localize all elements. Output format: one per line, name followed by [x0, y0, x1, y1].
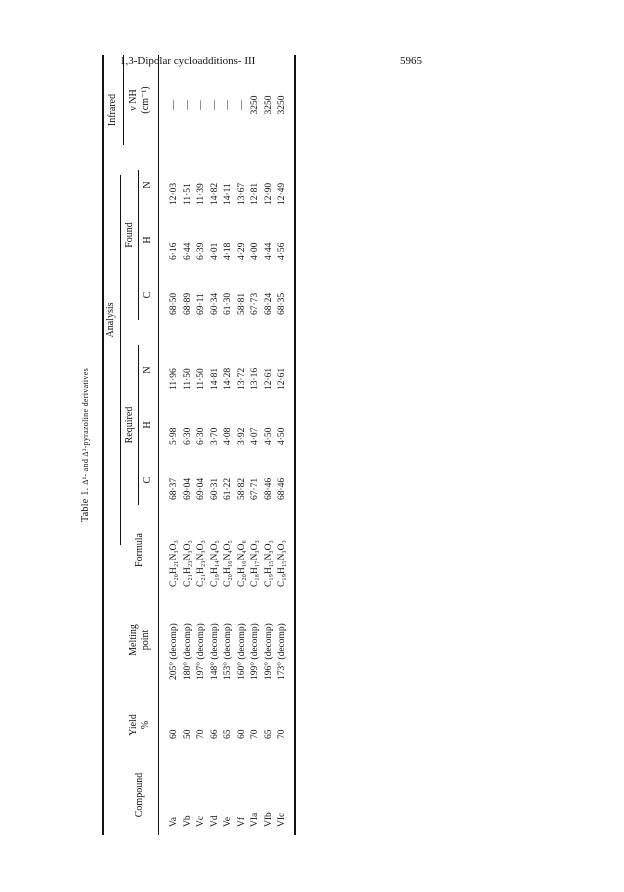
required-n-cell: 13·16 — [250, 367, 260, 390]
formula-cell: C₂₀H₁₆N₄O₅ — [223, 540, 233, 587]
melting-point-cell: 196° (decomp) — [263, 623, 274, 680]
required-rule — [138, 345, 139, 505]
table-row — [209, 55, 222, 835]
required-n-cell: 11·50 — [196, 368, 206, 390]
infrared-cell: — — [223, 100, 233, 110]
infrared-cell: — — [236, 100, 247, 110]
yield-cell: 65 — [263, 729, 274, 739]
found-c-cell: 58·81 — [236, 292, 247, 315]
compound-cell: Va — [169, 816, 179, 827]
compound-cell: Vd — [209, 815, 220, 827]
melting-point-cell: 148° (decomp) — [209, 623, 220, 680]
table-row — [195, 55, 208, 835]
required-c-cell: 61·22 — [223, 477, 233, 500]
infrared-cell: — — [196, 100, 206, 110]
compound-cell: VIa — [250, 812, 260, 827]
found-c-cell: 67·73 — [250, 292, 260, 315]
header-formula: Formula — [134, 533, 145, 567]
found-h-cell: 6·16 — [169, 242, 179, 260]
required-n-cell: 13·72 — [236, 367, 247, 390]
header-melting-point: point — [140, 629, 151, 651]
formula-cell: C₁₉H₁₅N₃O₃ — [263, 540, 274, 587]
header-nu-nh: ν NH — [128, 89, 139, 111]
formula-cell: C₂₀H₁₆N₄O₆ — [236, 540, 247, 587]
table-row — [168, 55, 181, 835]
yield-cell: 60 — [169, 729, 179, 739]
required-h-cell: 4·07 — [250, 427, 260, 445]
header-fnd-c: C — [142, 291, 153, 299]
found-c-cell: 68·89 — [182, 292, 193, 315]
header-found: Found — [124, 222, 135, 248]
found-h-cell: 6·39 — [196, 242, 206, 260]
required-c-cell: 68·46 — [263, 477, 274, 500]
header-fnd-h: H — [142, 236, 153, 244]
header-melting: Melting — [128, 624, 139, 656]
found-h-cell: 4·44 — [263, 242, 274, 260]
melting-point-cell: 153° (decomp) — [223, 623, 233, 680]
compound-cell: Vb — [182, 815, 193, 827]
table-row — [182, 55, 195, 835]
required-c-cell: 60·31 — [209, 477, 220, 500]
header-analysis: Analysis — [105, 302, 116, 338]
found-n-cell: 12·03 — [169, 182, 179, 205]
table-caption — [80, 55, 98, 835]
formula-cell: C₁₉H₁₄N₄O₅ — [209, 540, 220, 587]
running-title: 1,3-Dipolar cycloadditions- III — [120, 55, 256, 67]
found-n-cell: 11·51 — [182, 183, 193, 205]
table-row — [263, 55, 276, 835]
formula-cell: C₂₀H₂₁N₃O₃ — [169, 540, 179, 587]
required-h-cell: 4·08 — [223, 427, 233, 445]
found-n-cell: 12·90 — [263, 182, 274, 205]
found-rule — [138, 170, 139, 320]
yield-cell: 60 — [236, 729, 247, 739]
required-n-cell: 11·96 — [169, 368, 179, 390]
found-h-cell: 4·18 — [223, 242, 233, 260]
required-h-cell: 6·30 — [196, 427, 206, 445]
found-h-cell: 4·56 — [277, 242, 287, 260]
found-h-cell: 4·01 — [209, 242, 220, 260]
required-n-cell: 14·28 — [223, 367, 233, 390]
infrared-cell: 3250 — [250, 95, 260, 115]
found-c-cell: 68·50 — [169, 292, 179, 315]
header-req-h: H — [142, 421, 153, 429]
header-bottom-rule — [158, 55, 159, 835]
analysis-rule — [120, 175, 121, 545]
header-fnd-n: N — [142, 181, 153, 189]
melting-point-cell: 197° (decomp) — [196, 623, 206, 680]
header-nu-nh-unit: (cm⁻¹) — [140, 86, 151, 114]
header-yield: Yield — [128, 714, 139, 736]
required-n-cell: 12·61 — [277, 367, 287, 390]
required-c-cell: 68·46 — [277, 477, 287, 500]
required-h-cell: 4·50 — [263, 427, 274, 445]
compound-cell: Vf — [236, 816, 247, 827]
required-c-cell: 69·04 — [182, 477, 193, 500]
melting-point-cell: 160° (decomp) — [236, 623, 247, 680]
header-compound: Compound — [134, 772, 145, 818]
melting-point-cell: 199° (decomp) — [250, 623, 260, 680]
bottom-rule — [294, 55, 296, 835]
found-n-cell: 12·49 — [277, 182, 287, 205]
found-n-cell: 14·82 — [209, 182, 220, 205]
formula-cell: C₁₉H₁₅N₃O₃ — [277, 540, 287, 587]
table-row — [249, 55, 262, 835]
required-n-cell: 11·50 — [182, 368, 193, 390]
table-row — [236, 55, 249, 835]
page-number: 5965 — [400, 55, 422, 67]
required-n-cell: 12·61 — [263, 367, 274, 390]
required-c-cell: 67·71 — [250, 477, 260, 500]
found-n-cell: 13·67 — [236, 182, 247, 205]
yield-cell: 70 — [277, 729, 287, 739]
caption-prefix: Table 1. — [80, 487, 91, 523]
infrared-cell: 3250 — [263, 95, 274, 115]
table-row — [222, 55, 235, 835]
melting-point-cell: 180° (decomp) — [182, 623, 193, 680]
infrared-cell: — — [169, 100, 179, 110]
table-row — [276, 55, 289, 835]
compound-cell: Vc — [196, 815, 206, 827]
header-req-n: N — [142, 366, 153, 374]
required-h-cell: 4·50 — [277, 427, 287, 445]
infrared-cell: 3250 — [277, 95, 287, 115]
infrared-cell: — — [182, 100, 193, 110]
header-infrared: Infrared — [107, 93, 118, 127]
required-h-cell: 3·92 — [236, 427, 247, 445]
yield-cell: 50 — [182, 729, 193, 739]
yield-cell: 65 — [223, 729, 233, 739]
formula-cell: C₂₁H₂₃N₃O₃ — [196, 540, 206, 587]
rotated-table — [80, 55, 320, 835]
header-required: Required — [124, 406, 135, 444]
infrared-rule — [123, 55, 124, 145]
header-yield-unit: % — [140, 720, 151, 730]
required-h-cell: 6·30 — [182, 427, 193, 445]
required-h-cell: 3·70 — [209, 427, 220, 445]
required-c-cell: 68·37 — [169, 477, 179, 500]
found-c-cell: 60·34 — [209, 292, 220, 315]
header-req-c: C — [142, 476, 153, 484]
formula-cell: C₂₁H₂₃N₃O₃ — [182, 540, 193, 587]
yield-cell: 70 — [196, 729, 206, 739]
found-n-cell: 14·11 — [223, 183, 233, 205]
yield-cell: 70 — [250, 729, 260, 739]
caption-text: Δ¹- and Δ²-pyrazoline derivatives — [81, 368, 90, 485]
compound-cell: VIb — [263, 812, 274, 827]
required-c-cell: 69·04 — [196, 477, 206, 500]
melting-point-cell: 173° (decomp) — [277, 623, 287, 680]
top-rule — [102, 55, 104, 835]
compound-cell: Ve — [223, 816, 233, 827]
yield-cell: 66 — [209, 729, 220, 739]
found-c-cell: 61·30 — [223, 292, 233, 315]
found-n-cell: 12·81 — [250, 182, 260, 205]
infrared-cell: — — [209, 100, 220, 110]
required-n-cell: 14·81 — [209, 367, 220, 390]
required-h-cell: 5·98 — [169, 427, 179, 445]
melting-point-cell: 205° (decomp) — [169, 623, 179, 680]
found-n-cell: 11·39 — [196, 183, 206, 205]
found-h-cell: 4·00 — [250, 242, 260, 260]
found-c-cell: 68·24 — [263, 292, 274, 315]
found-h-cell: 4·29 — [236, 242, 247, 260]
found-c-cell: 68·35 — [277, 292, 287, 315]
found-h-cell: 6·44 — [182, 242, 193, 260]
compound-cell: VIc — [277, 812, 287, 827]
required-c-cell: 58·82 — [236, 477, 247, 500]
formula-cell: C₁₈H₁₇N₃O₃ — [250, 540, 260, 587]
found-c-cell: 69·11 — [196, 293, 206, 315]
